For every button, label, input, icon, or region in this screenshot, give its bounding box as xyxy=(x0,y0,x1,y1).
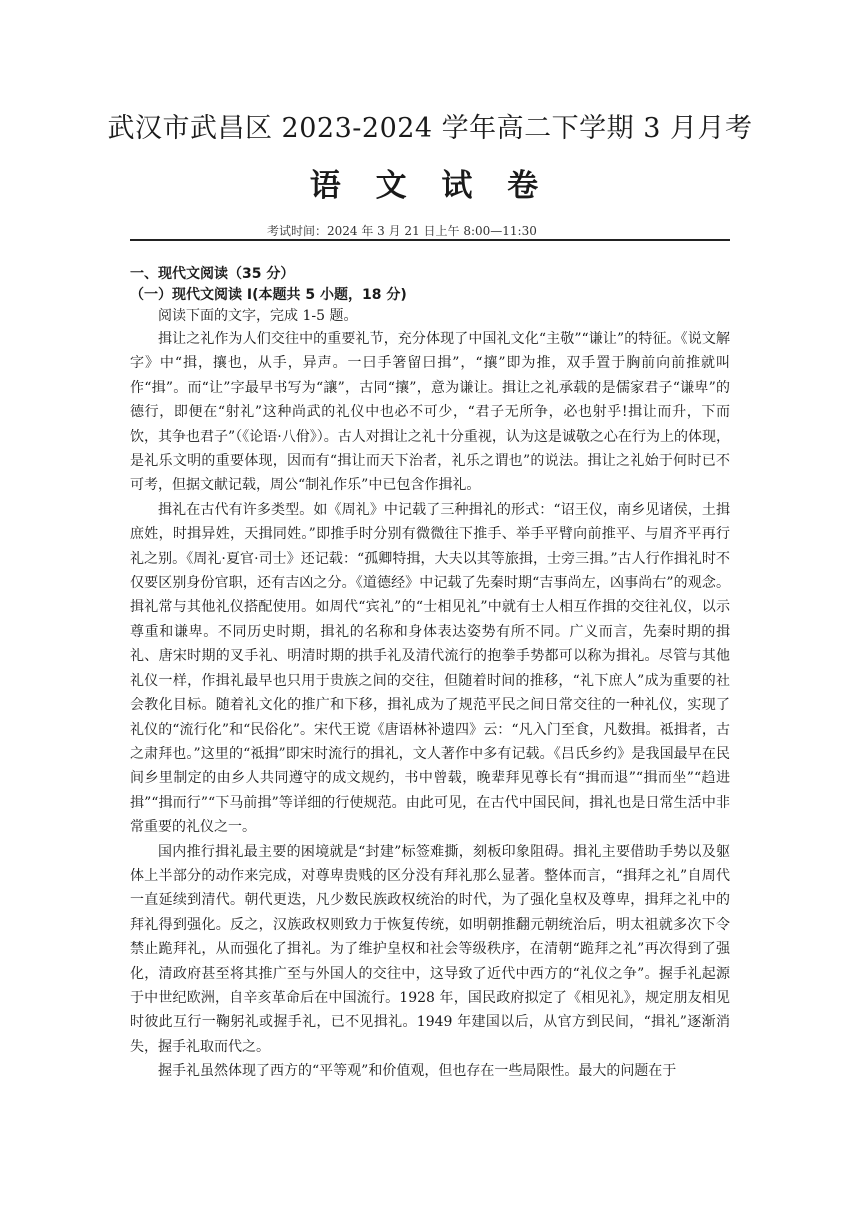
exam-title-line: 武汉市武昌区 2023-2024 学年高二下学期 3 月月考 xyxy=(107,113,753,144)
instruction-text: 阅读下面的文字，完成 1-5 题。 xyxy=(158,308,358,324)
passage-paragraph: 国内推行揖礼最主要的困境就是“封建”标签难撕，刻板印象阻碍。揖礼主要借助手势以及躯体上半部分的动作来完成，对尊卑贵贱的区分没有拜礼那么显著。整体而言，“揖拜之礼”自周代一直延续到清代。朝代更迭，凡少数民族政权统治的时代，为了强化皇权及尊卑，揖拜之礼中的拜礼得到强化。反之，汉族政权则致力于恢复传统，如明朝推翻元朝统治后，明太祖就多次下令禁止跪拜礼，从而强化了揖礼。为了维护皇权和社会等级秩序，在清朝“跪拜之礼”再次得到了强化，清政府甚至将其推广至与外国人的交往中，这导致了近代中西方的“礼仪之争”。握手礼起源于中世纪欧洲，自辛亥革命后在中国流行。1928 年，国民政府拟定了《相见礼》，规定朋友相见时彼此互行一鞠躬礼或握手礼，已不见揖礼。1949 年建国以后，从官方到民间，“揖礼”逐渐消失，握手礼取而代之。 xyxy=(130,843,730,1055)
section-heading: 一、现代文阅读（35 分） xyxy=(130,266,295,282)
content-body xyxy=(130,264,730,1084)
exam-subject-title: 语 文 试 卷 xyxy=(309,168,551,204)
passage-paragraph: 揖礼在古代有许多类型。如《周礼》中记载了三种揖礼的形式：“诏王仪，南乡见诸侯，土揖庶姓，时揖异姓，天揖同姓。”即推手时分别有微微往下推手、举手平臂向前推平、与眉齐平再行礼之别。《周礼·夏官·司士》还记载：“孤卿特揖，大夫以其等旅揖，士旁三揖。”古人行作揖礼时不仅要区别身份官职，还有吉凶之分。《道德经》中记载了先秦时期“吉事尚左，凶事尚右”的观念。揖礼常与其他礼仪搭配使用。如周代“宾礼”的“士相见礼”中就有士人相互作揖的交往礼仪，以示尊重和谦卑。不同历史时期，揖礼的名称和身体表达姿势有所不同。广义而言，先秦时期的揖礼、唐宋时期的叉手礼、明清时期的拱手礼及清代流行的抱拳手势都可以称为揖礼。尽管与其他礼仪一样，作揖礼最早也只用于贵族之间的交往，但随着时间的推移，“礼下庶人”成为重要的社会教化目标。随着礼文化的推广和下移，揖礼成为了规范平民之间日常交往的一种礼仪，实现了礼仪的“流行化”和“民俗化”。宋代王谠《唐语林补遗四》云：“凡入门至食，凡数揖。祗揖者，古之肃拜也。”这里的“祗揖”即宋时流行的揖礼，文人著作中多有记载。《吕氏乡约》是我国最早在民间乡里制定的由乡人共同遵守的成文规约，书中曾载，晚辈拜见尊长有“揖而退”“揖而坐”“趋进揖”“揖而行”“下马前揖”等详细的行使规范。由此可见，在古代中国民间，揖礼也是日常生活中非常重要的礼仪之一。 xyxy=(130,501,730,836)
passage-paragraph: 揖让之礼作为人们交往中的重要礼节，充分体现了中国礼文化“主敬”“谦让”的特征。《说文解字》中“揖，攘也，从手，异声。一曰手箸留曰揖”，“攘”即为推，双手置于胸前向前推就叫作“揖”。而“让”字最早书写为“讓”，古同“攘”，意为谦让。揖让之礼承载的是儒家君子“谦卑”的德行，即便在“射礼”这种尚武的礼仪中也必不可少，“君子无所争，必也射乎!揖让而升，下而饮，其争也君子”（《论语·八佾》）。古人对揖让之礼十分重视，认为这是诚敬之心在行为上的体现，是礼乐文明的重要体现，因而有“揖让而天下治者，礼乐之谓也”的说法。揖让之礼始于何时已不可考，但据文献记载，周公“制礼作乐”中已包含作揖礼。 xyxy=(130,331,730,494)
header-divider xyxy=(130,239,730,241)
exam-time: 考试时间：2024 年 3 月 21 日上午 8:00—11:30 xyxy=(267,224,537,238)
passage-paragraph: 握手礼虽然体现了西方的“平等观”和价值观，但也存在一些局限性。最大的问题在于 xyxy=(158,1063,677,1080)
sub-section-heading: （一）现代文阅读 I(本题共 5 小题，18 分) xyxy=(130,287,407,303)
